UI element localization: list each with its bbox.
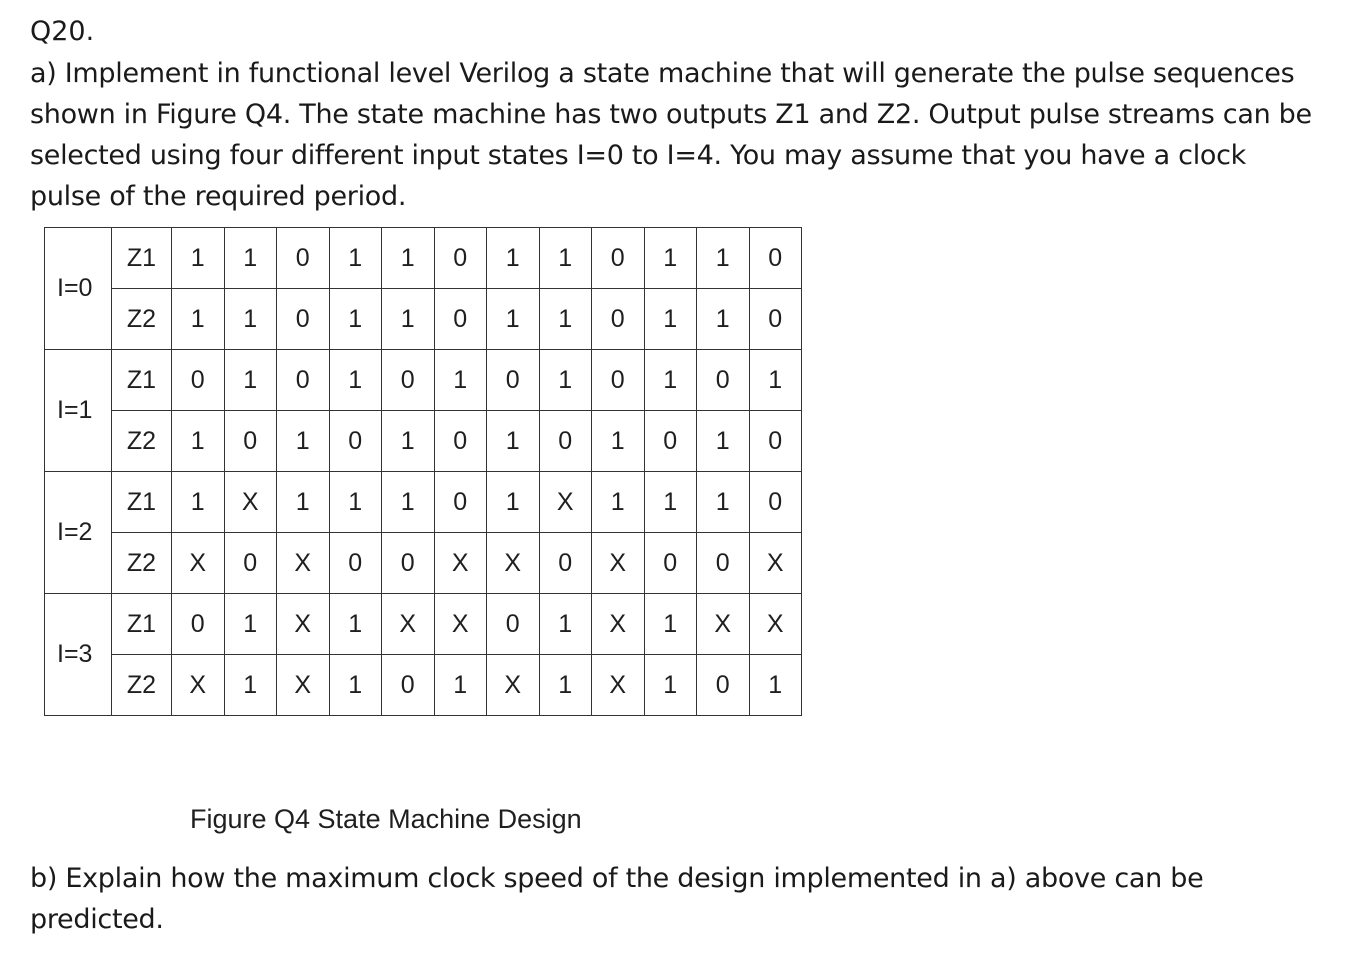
pulse-value-cell: X [434, 594, 487, 655]
pulse-sequence-table-body [45, 228, 802, 716]
pulse-value-cell: 1 [749, 655, 802, 716]
part-b-line: predicted. [30, 904, 164, 935]
pulse-value-cell: 1 [539, 228, 592, 289]
pulse-value-cell: X [277, 655, 330, 716]
pulse-value-cell: X [749, 533, 802, 594]
part-a-line: a) Implement in functional level Verilog a state machine that will generate the pulse sequences [30, 58, 1295, 89]
pulse-value-cell: 1 [644, 350, 697, 411]
output-label: Z1 [112, 594, 172, 655]
pulse-value-cell: 1 [644, 655, 697, 716]
pulse-value-cell: 0 [277, 289, 330, 350]
output-label: Z2 [112, 289, 172, 350]
pulse-value-cell: 1 [224, 289, 277, 350]
pulse-value-cell: 1 [382, 411, 435, 472]
pulse-value-cell: 1 [172, 289, 225, 350]
pulse-value-cell: 1 [172, 472, 225, 533]
pulse-value-cell: 1 [329, 350, 382, 411]
pulse-value-cell: 1 [224, 350, 277, 411]
pulse-value-cell: 0 [487, 594, 540, 655]
part-a-line: shown in Figure Q4. The state machine has two outputs Z1 and Z2. Output pulse streams can be [30, 99, 1312, 130]
table-row [45, 350, 802, 411]
part-a-line: pulse of the required period. [30, 181, 407, 212]
figure-caption: Figure Q4 State Machine Design [190, 804, 582, 834]
pulse-value-cell: 1 [329, 472, 382, 533]
pulse-value-cell: X [434, 533, 487, 594]
pulse-value-cell: X [697, 594, 750, 655]
pulse-value-cell: 1 [382, 472, 435, 533]
pulse-value-cell: X [487, 655, 540, 716]
pulse-value-cell: X [172, 655, 225, 716]
pulse-value-cell: 0 [644, 411, 697, 472]
pulse-value-cell: 1 [277, 472, 330, 533]
pulse-value-cell: 1 [749, 350, 802, 411]
pulse-value-cell: 0 [224, 411, 277, 472]
pulse-value-cell: X [277, 594, 330, 655]
pulse-value-cell: 0 [224, 533, 277, 594]
pulse-value-cell: 1 [697, 472, 750, 533]
pulse-value-cell: X [382, 594, 435, 655]
pulse-value-cell: X [539, 472, 592, 533]
output-label: Z1 [112, 228, 172, 289]
pulse-value-cell: X [592, 533, 645, 594]
part-b-line: b) Explain how the maximum clock speed of the design implemented in a) above can be [30, 863, 1204, 894]
pulse-value-cell: 1 [644, 228, 697, 289]
pulse-value-cell: 1 [487, 472, 540, 533]
pulse-value-cell: 0 [434, 289, 487, 350]
pulse-value-cell: 1 [644, 289, 697, 350]
pulse-value-cell: 1 [434, 655, 487, 716]
pulse-value-cell: 0 [172, 594, 225, 655]
pulse-value-cell: 0 [749, 228, 802, 289]
pulse-value-cell: 1 [277, 411, 330, 472]
pulse-value-cell: 1 [224, 594, 277, 655]
table-row [45, 289, 802, 350]
table-row [45, 655, 802, 716]
pulse-value-cell: 0 [644, 533, 697, 594]
pulse-value-cell: X [277, 533, 330, 594]
output-label: Z2 [112, 533, 172, 594]
table-row [45, 228, 802, 289]
pulse-value-cell: 0 [592, 289, 645, 350]
pulse-value-cell: 1 [539, 655, 592, 716]
pulse-value-cell: 1 [329, 228, 382, 289]
pulse-value-cell: 0 [434, 472, 487, 533]
pulse-value-cell: 1 [487, 411, 540, 472]
question-number: Q20. [30, 16, 95, 47]
pulse-value-cell: 1 [697, 411, 750, 472]
pulse-value-cell: X [592, 594, 645, 655]
pulse-value-cell: 1 [434, 350, 487, 411]
pulse-value-cell: 0 [382, 655, 435, 716]
part-b-text [30, 858, 1360, 940]
pulse-value-cell: 0 [172, 350, 225, 411]
pulse-value-cell: 0 [329, 533, 382, 594]
pulse-value-cell: 0 [329, 411, 382, 472]
pulse-value-cell: 1 [592, 411, 645, 472]
table-row [45, 472, 802, 533]
pulse-value-cell: 0 [749, 411, 802, 472]
input-state-label: I=0 [45, 228, 112, 350]
output-label: Z1 [112, 472, 172, 533]
table-row [45, 411, 802, 472]
input-state-label: I=1 [45, 350, 112, 472]
pulse-value-cell: 0 [434, 228, 487, 289]
pulse-sequence-table [44, 227, 802, 716]
pulse-value-cell: 1 [539, 289, 592, 350]
pulse-value-cell: 0 [592, 350, 645, 411]
output-label: Z1 [112, 350, 172, 411]
pulse-value-cell: 1 [172, 228, 225, 289]
pulse-value-cell: 0 [749, 472, 802, 533]
pulse-value-cell: X [487, 533, 540, 594]
pulse-value-cell: 0 [697, 350, 750, 411]
part-a-line: selected using four different input states I=0 to I=4. You may assume that you have a clock [30, 140, 1247, 171]
pulse-value-cell: 1 [224, 655, 277, 716]
pulse-value-cell: 1 [487, 228, 540, 289]
table-row [45, 594, 802, 655]
pulse-value-cell: 0 [277, 228, 330, 289]
pulse-value-cell: 1 [539, 350, 592, 411]
pulse-value-cell: X [749, 594, 802, 655]
pulse-value-cell: 1 [697, 228, 750, 289]
part-a-text [30, 53, 1360, 217]
pulse-value-cell: 1 [382, 228, 435, 289]
input-state-label: I=2 [45, 472, 112, 594]
pulse-value-cell: 1 [592, 472, 645, 533]
pulse-value-cell: 0 [697, 533, 750, 594]
pulse-value-cell: 1 [487, 289, 540, 350]
pulse-value-cell: 1 [539, 594, 592, 655]
pulse-value-cell: 0 [382, 533, 435, 594]
pulse-value-cell: 0 [382, 350, 435, 411]
pulse-value-cell: 1 [172, 411, 225, 472]
pulse-value-cell: 1 [329, 655, 382, 716]
table-row [45, 533, 802, 594]
pulse-value-cell: X [592, 655, 645, 716]
pulse-value-cell: X [224, 472, 277, 533]
pulse-value-cell: X [172, 533, 225, 594]
pulse-value-cell: 0 [487, 350, 540, 411]
pulse-value-cell: 1 [697, 289, 750, 350]
pulse-value-cell: 0 [539, 411, 592, 472]
pulse-value-cell: 1 [224, 228, 277, 289]
pulse-value-cell: 0 [697, 655, 750, 716]
pulse-value-cell: 1 [644, 472, 697, 533]
pulse-value-cell: 0 [539, 533, 592, 594]
pulse-value-cell: 1 [382, 289, 435, 350]
pulse-value-cell: 0 [277, 350, 330, 411]
input-state-label: I=3 [45, 594, 112, 716]
pulse-value-cell: 0 [434, 411, 487, 472]
pulse-value-cell: 0 [592, 228, 645, 289]
pulse-value-cell: 1 [329, 289, 382, 350]
output-label: Z2 [112, 411, 172, 472]
pulse-value-cell: 0 [749, 289, 802, 350]
pulse-value-cell: 1 [644, 594, 697, 655]
output-label: Z2 [112, 655, 172, 716]
pulse-value-cell: 1 [329, 594, 382, 655]
